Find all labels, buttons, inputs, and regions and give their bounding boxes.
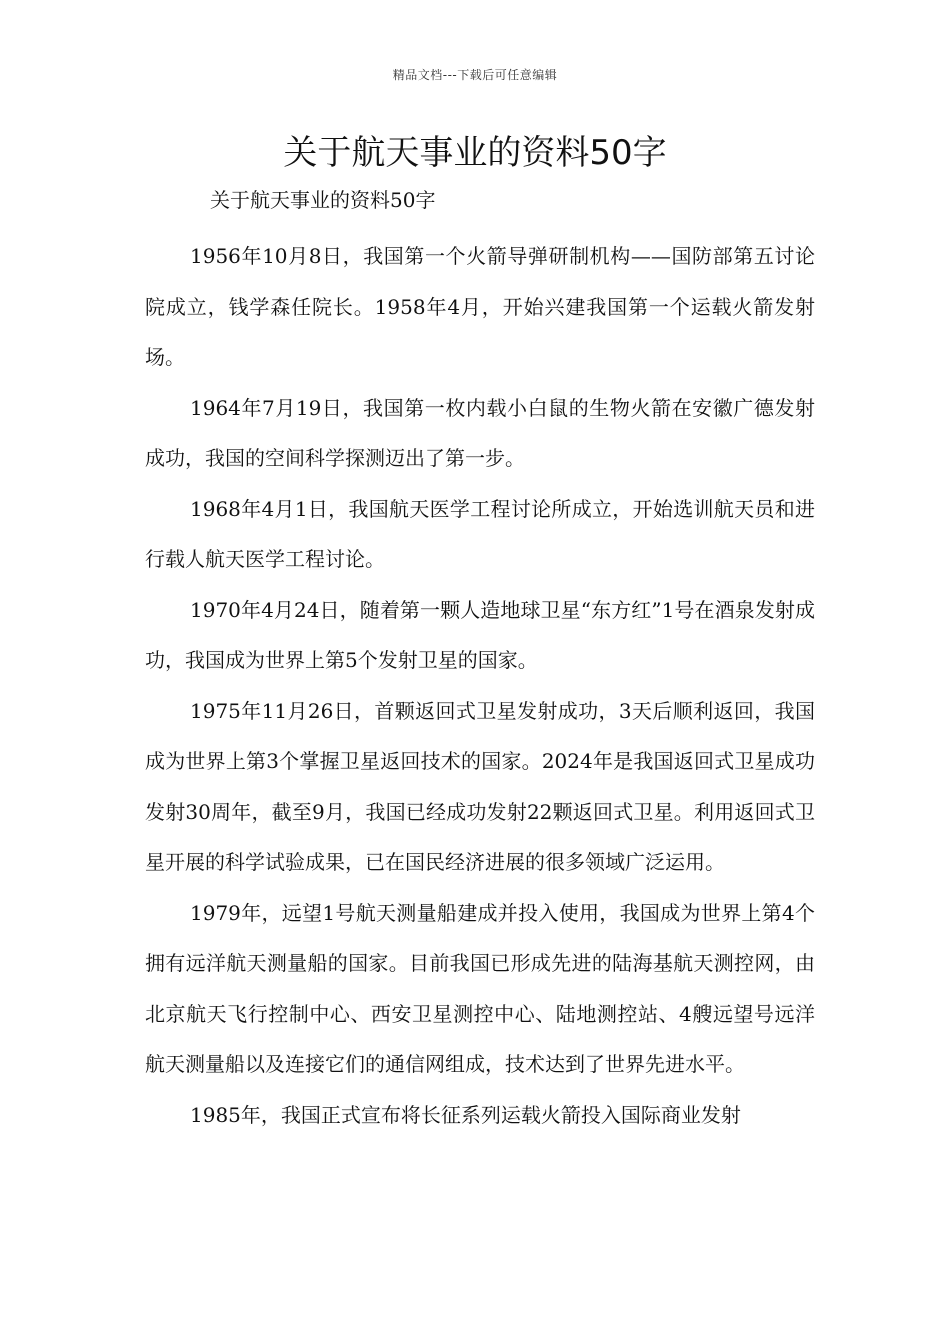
paragraph: 1985年，我国正式宣布将长征系列运载火箭投入国际商业发射 (190, 1102, 741, 1127)
document-title: 关于航天事业的资料50字 (283, 133, 667, 173)
header-note: 精品文档---下载后可任意编辑 (392, 68, 558, 82)
paragraph: 1975年11月26日，首颗返回式卫星发射成功，3天后顺利返回，我国成为世界上第3个掌握卫星返回技术的国家。2024年是我国返回式卫星成功发射30周年，截至9月，我国已经成功发射22颗返回式卫星。利用返回式卫星开展的科学试验成果，已在国民经济进展的很多领域广泛运用。 (145, 698, 815, 874)
paragraph: 1970年4月24日，随着第一颗人造地球卫星“东方红”1号在酒泉发射成功，我国成为世界上第5个发射卫星的国家。 (145, 597, 815, 672)
document-subtitle: 关于航天事业的资料50字 (210, 188, 436, 212)
paragraph: 1979年，远望1号航天测量船建成并投入使用，我国成为世界上第4个拥有远洋航天测量船的国家。目前我国已形成先进的陆海基航天测控网，由北京航天飞行控制中心、西安卫星测控中心、陆地测控站、4艘远望号远洋航天测量船以及连接它们的通信网组成，技术达到了世界先进水平。 (145, 900, 815, 1076)
paragraph: 1968年4月1日，我国航天医学工程讨论所成立，开始选训航天员和进行载人航天医学工程讨论。 (145, 496, 815, 571)
paragraph: 1964年7月19日，我国第一枚内载小白鼠的生物火箭在安徽广德发射成功，我国的空间科学探测迈出了第一步。 (145, 395, 815, 470)
paragraph: 1956年10月8日，我国第一个火箭导弹研制机构——国防部第五讨论院成立，钱学森任院长。1958年4月，开始兴建我国第一个运载火箭发射场。 (145, 244, 815, 369)
document-body (145, 231, 815, 1140)
